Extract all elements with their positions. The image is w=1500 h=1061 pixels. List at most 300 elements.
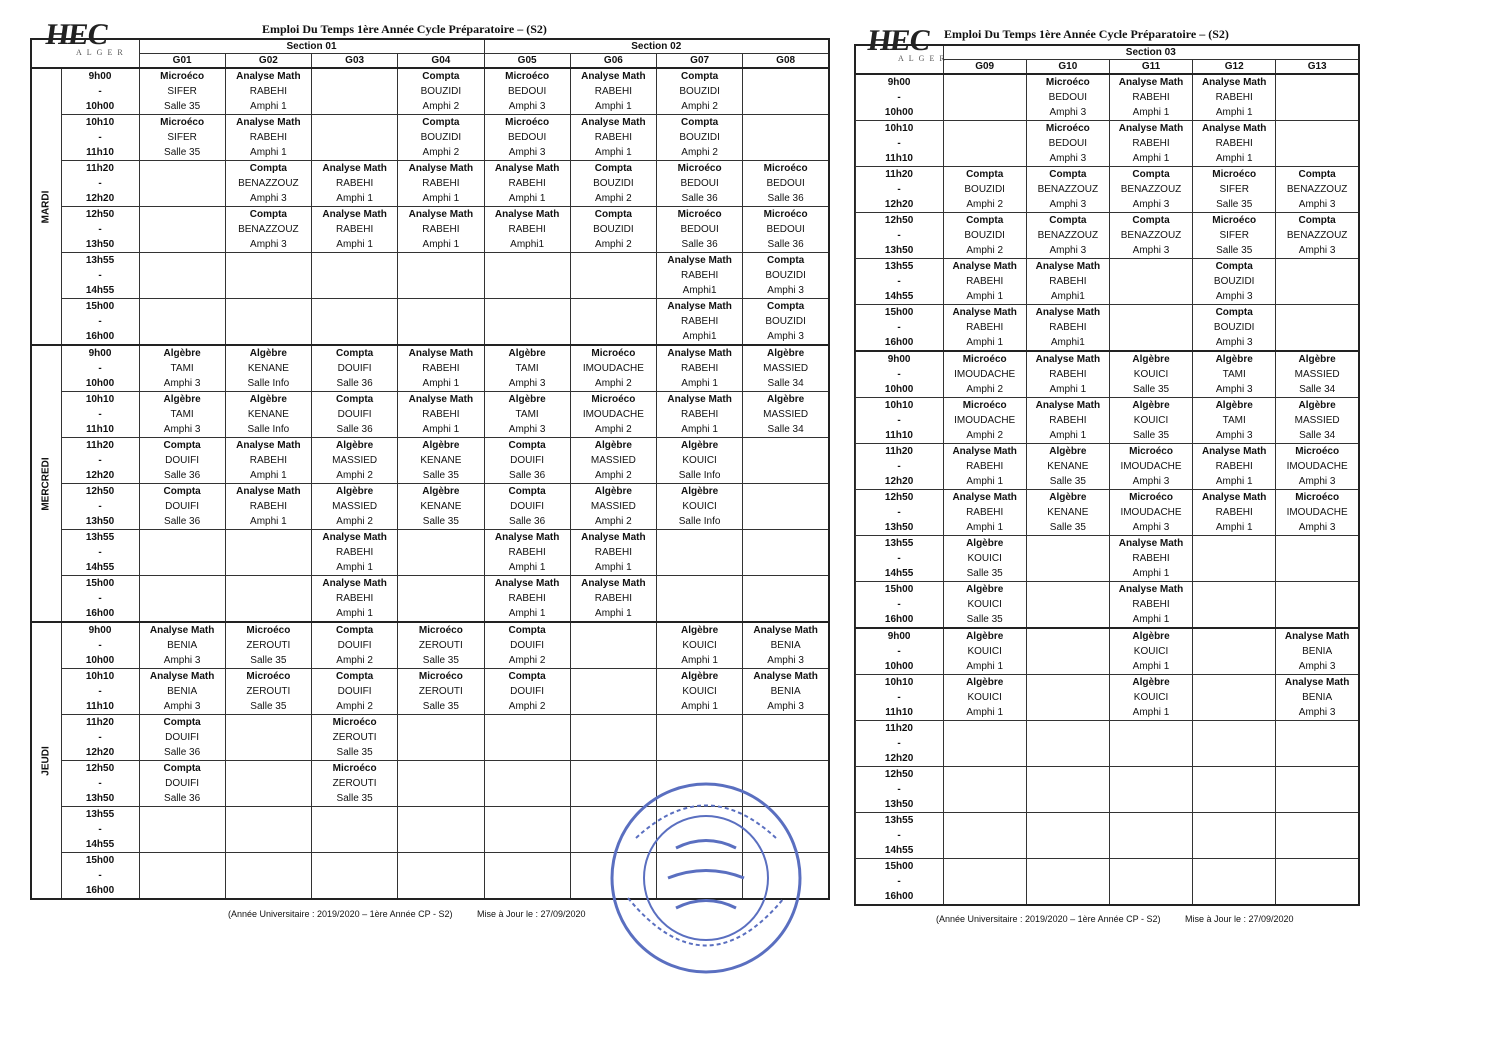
course-cell [1109, 582, 1192, 629]
course-subject: Analyse Math [1201, 123, 1267, 134]
course-cell [1026, 859, 1109, 906]
course-room: Amphi 2 [336, 516, 373, 527]
course-subject: Analyse Math [494, 209, 560, 220]
time-text: 11h10 [86, 701, 114, 712]
course-room: Amphi 3 [1298, 522, 1336, 533]
course-subject: Analyse Math [494, 532, 560, 543]
table-row [31, 392, 829, 438]
page-title: Emploi Du Temps 1ère Année Cycle Préparatoire – (S2) [262, 22, 547, 36]
course-room: Amphi 3 [1298, 199, 1336, 210]
corner-cell [855, 45, 943, 74]
time-text: 12h20 [85, 193, 115, 204]
course-teacher: BENAZZOUZ [1120, 184, 1182, 195]
time-text: 15h00 [884, 307, 914, 318]
time-text: - [897, 784, 901, 795]
course-cell [657, 576, 743, 623]
time-text: - [98, 409, 102, 420]
course-room: Salle 36 [509, 516, 546, 527]
course-teacher: RABEHI [508, 593, 546, 604]
course-room: Salle 35 [422, 655, 459, 666]
group-header: G11 [1109, 60, 1192, 75]
course-room: Salle Info [247, 424, 290, 435]
course-subject: Analyse Math [667, 348, 732, 359]
course-cell [743, 715, 829, 761]
course-subject: Compta [336, 625, 374, 636]
course-room: Salle 35 [164, 101, 201, 112]
course-teacher: ZEROUTI [332, 732, 377, 743]
course-room: Amphi 2 [336, 701, 373, 712]
course-teacher: RABEHI [1049, 415, 1087, 426]
table-row [855, 74, 1359, 121]
course-cell [743, 161, 829, 207]
time-text: 10h10 [884, 400, 914, 411]
course-cell [1193, 859, 1276, 906]
time-slot [61, 530, 139, 576]
course-room: Amphi 2 [336, 655, 373, 666]
course-subject: Microéco [1212, 169, 1257, 180]
course-cell [225, 530, 311, 576]
time-slot [855, 259, 943, 305]
time-text: - [897, 322, 901, 333]
course-cell [139, 622, 225, 669]
course-subject: Compta [767, 255, 805, 266]
time-slot [61, 807, 139, 853]
course-teacher: BOUZIDI [964, 184, 1005, 195]
table-row [855, 167, 1359, 213]
course-teacher: KOUICI [967, 646, 1002, 657]
course-subject: Algèbre [1298, 400, 1336, 411]
course-teacher: BENIA [1302, 692, 1333, 703]
course-cell [570, 115, 656, 161]
course-teacher: TAMI [1222, 369, 1246, 380]
course-cell [312, 253, 398, 299]
time-text: - [98, 178, 102, 189]
section-header: Section 01 [139, 39, 484, 54]
course-subject: Algèbre [1215, 354, 1253, 365]
course-cell [312, 438, 398, 484]
course-subject: Microéco [962, 400, 1007, 411]
course-cell [1276, 121, 1359, 167]
course-teacher: KOUICI [967, 553, 1002, 564]
section-row [31, 39, 829, 54]
course-teacher: MASSIED [763, 409, 809, 420]
course-cell [484, 530, 570, 576]
course-teacher: RABEHI [336, 224, 374, 235]
course-room: Amphi 1 [422, 193, 460, 204]
group-header: G07 [657, 54, 743, 69]
time-text: 10h00 [85, 655, 115, 666]
course-cell [484, 253, 570, 299]
course-subject: Analyse Math [408, 394, 474, 405]
course-teacher: IMOUDACHE [954, 415, 1016, 426]
course-subject: Analyse Math [322, 532, 387, 543]
course-room: Salle 36 [767, 193, 804, 204]
course-subject: Analyse Math [236, 117, 301, 128]
course-subject: Algèbre [966, 538, 1004, 549]
course-cell [312, 622, 398, 669]
course-cell [743, 207, 829, 253]
course-subject: Compta [1298, 215, 1336, 226]
course-cell [1276, 721, 1359, 767]
course-cell [1193, 628, 1276, 675]
course-room: Amphi 2 [966, 199, 1004, 210]
course-cell [1276, 859, 1359, 906]
table-row [855, 628, 1359, 675]
course-cell [484, 761, 570, 807]
course-teacher: IMOUDACHE [1120, 507, 1182, 518]
course-subject: Algèbre [1132, 677, 1170, 688]
course-cell [657, 669, 743, 715]
course-teacher: BENAZZOUZ [238, 224, 299, 235]
course-subject: Algèbre [163, 348, 201, 359]
course-teacher: RABEHI [1049, 276, 1087, 287]
course-cell [1193, 74, 1276, 121]
course-subject: Analyse Math [149, 671, 215, 682]
course-cell [1276, 259, 1359, 305]
course-cell [943, 767, 1026, 813]
course-teacher: RABEHI [422, 363, 460, 374]
course-teacher: KENANE [1047, 507, 1089, 518]
course-teacher: BOUZIDI [420, 86, 462, 97]
course-room: Salle 36 [767, 239, 804, 250]
time-slot [61, 853, 139, 900]
group-header: G02 [225, 54, 311, 69]
time-text: 10h00 [85, 378, 115, 389]
course-room: Amphi 3 [163, 424, 201, 435]
course-subject: Microéco [962, 354, 1007, 365]
course-cell [312, 853, 398, 900]
course-cell [484, 669, 570, 715]
time-text: 15h00 [884, 584, 914, 595]
course-room: Amphi 1 [1132, 568, 1170, 579]
timetable-right [854, 44, 1360, 906]
course-teacher: SIFER [1219, 184, 1249, 195]
course-subject: Microéco [160, 71, 205, 82]
course-teacher: TAMI [515, 363, 539, 374]
course-room: Salle 35 [336, 747, 373, 758]
time-text: 16h00 [85, 885, 115, 896]
course-cell [1109, 444, 1192, 490]
page-title-right: Emploi Du Temps 1ère Année Cycle Préparatoire – (S2) [944, 27, 1229, 41]
course-subject: Analyse Math [952, 446, 1017, 457]
logo-mark: HEC [865, 24, 933, 57]
course-cell [139, 68, 225, 115]
time-text: - [98, 501, 102, 512]
course-subject: Analyse Math [149, 625, 215, 636]
course-cell [225, 68, 311, 115]
course-subject: Compta [508, 671, 546, 682]
course-subject: Analyse Math [322, 163, 387, 174]
course-cell [1193, 813, 1276, 859]
course-teacher: BEDOUI [1048, 138, 1088, 149]
time-text: 13h55 [884, 538, 914, 549]
course-teacher: IMOUDACHE [954, 369, 1016, 380]
course-cell [743, 253, 829, 299]
course-teacher: KOUICI [1133, 369, 1169, 380]
course-cell [1276, 536, 1359, 582]
course-teacher: BEDOUI [766, 178, 805, 189]
course-cell [657, 622, 743, 669]
time-text: 10h00 [85, 101, 115, 112]
course-room: Salle 36 [509, 470, 546, 481]
time-text: 11h20 [885, 446, 913, 457]
table-row [855, 536, 1359, 582]
course-subject: Compta [1298, 169, 1336, 180]
course-cell [570, 345, 656, 392]
course-teacher: RABEHI [336, 593, 374, 604]
course-room: Amphi 3 [163, 655, 201, 666]
course-cell [1193, 721, 1276, 767]
time-text: 13h55 [85, 255, 115, 266]
course-teacher: RABEHI [508, 224, 546, 235]
section-row [855, 45, 1359, 60]
time-text: - [897, 138, 901, 149]
course-teacher: BENAZZOUZ [1037, 184, 1099, 195]
course-cell [139, 161, 225, 207]
course-room: Salle 36 [336, 424, 373, 435]
time-text: 14h55 [85, 285, 115, 296]
course-subject: Algèbre [249, 394, 287, 405]
course-cell [1276, 767, 1359, 813]
course-room: Amphi 1 [1049, 430, 1087, 441]
course-room: Amphi 3 [767, 655, 804, 666]
course-teacher: BENIA [770, 686, 801, 697]
course-room: Salle 35 [1216, 245, 1253, 256]
course-cell [943, 490, 1026, 536]
course-room: Salle 36 [164, 516, 201, 527]
course-teacher: KOUICI [682, 455, 717, 466]
course-subject: Analyse Math [581, 117, 646, 128]
course-subject: Analyse Math [952, 261, 1017, 272]
time-slot [61, 345, 139, 392]
course-cell [657, 253, 743, 299]
course-subject: Microéco [763, 163, 808, 174]
course-room: Amphi 3 [1132, 522, 1170, 533]
time-text: - [98, 132, 102, 143]
course-cell [1276, 167, 1359, 213]
course-cell [139, 530, 225, 576]
course-cell [1109, 536, 1192, 582]
course-cell [1109, 859, 1192, 906]
course-teacher: SIFER [1219, 230, 1249, 241]
course-teacher: BEDOUI [507, 132, 547, 143]
course-cell [943, 444, 1026, 490]
course-teacher: RABEHI [1132, 599, 1170, 610]
time-text: - [897, 415, 901, 426]
time-text: 11h10 [885, 707, 913, 718]
time-text: - [897, 507, 901, 518]
course-room: Amphi 3 [1049, 153, 1087, 164]
course-room: Amphi 3 [1298, 661, 1336, 672]
course-room: Amphi 1 [250, 147, 287, 158]
course-subject: Analyse Math [1118, 538, 1184, 549]
course-cell [1276, 213, 1359, 259]
course-subject: Microéco [677, 209, 722, 220]
course-subject: Compta [508, 486, 546, 497]
course-room: Salle 36 [164, 793, 201, 804]
course-subject: Compta [1132, 169, 1170, 180]
table-row [31, 622, 829, 669]
course-cell [1193, 121, 1276, 167]
time-slot [61, 669, 139, 715]
course-teacher: DOUIFI [510, 455, 545, 466]
course-cell [570, 392, 656, 438]
course-cell [312, 161, 398, 207]
time-slot [855, 444, 943, 490]
course-room: Amphi 1 [422, 378, 460, 389]
time-text: 9h00 [88, 348, 112, 359]
time-text: 12h20 [884, 199, 914, 210]
group-header: G08 [743, 54, 829, 69]
time-text: 12h50 [85, 763, 115, 774]
course-cell [1109, 167, 1192, 213]
course-cell [484, 345, 570, 392]
table-row [31, 345, 829, 392]
course-cell [312, 392, 398, 438]
course-cell [398, 115, 484, 161]
course-teacher: KOUICI [967, 692, 1002, 703]
course-cell [1193, 351, 1276, 398]
course-cell [657, 207, 743, 253]
course-cell [139, 669, 225, 715]
course-teacher: IMOUDACHE [1286, 461, 1348, 472]
course-cell [1193, 167, 1276, 213]
course-teacher: BENIA [770, 640, 801, 651]
course-teacher: ZEROUTI [332, 778, 377, 789]
course-room: Salle 36 [681, 193, 718, 204]
time-slot [855, 582, 943, 629]
day-label: MERCREDI [31, 345, 61, 622]
time-slot [61, 207, 139, 253]
course-teacher: KOUICI [682, 501, 717, 512]
time-slot [855, 628, 943, 675]
course-room: Amphi 3 [1215, 384, 1253, 395]
course-cell [570, 715, 656, 761]
course-cell [139, 484, 225, 530]
time-slot [855, 74, 943, 121]
course-cell [1109, 675, 1192, 721]
time-slot [855, 305, 943, 352]
course-room: Amphi 1 [336, 608, 373, 619]
course-cell [312, 115, 398, 161]
course-subject: Algèbre [1132, 354, 1170, 365]
logo-mark: HEC [43, 18, 111, 51]
course-subject: Algèbre [767, 348, 805, 359]
course-cell [398, 669, 484, 715]
course-room: Salle 35 [1132, 430, 1170, 441]
course-teacher: BENIA [1302, 646, 1333, 657]
course-cell [1109, 351, 1192, 398]
course-cell [943, 121, 1026, 167]
course-cell [398, 622, 484, 669]
course-room: Salle 35 [422, 470, 459, 481]
course-teacher: RABEHI [1049, 369, 1087, 380]
course-subject: Compta [508, 625, 546, 636]
course-cell [139, 576, 225, 623]
course-subject: Compta [249, 209, 287, 220]
course-subject: Algèbre [336, 440, 374, 451]
footer-year: (Année Universitaire : 2019/2020 – 1ère Année CP - S2) [228, 909, 453, 919]
course-room: Amphi 2 [595, 424, 632, 435]
course-teacher: KOUICI [1133, 646, 1169, 657]
course-room: Salle 35 [1049, 522, 1086, 533]
course-room: Amphi1 [1050, 337, 1085, 348]
course-subject: Algèbre [508, 348, 546, 359]
course-room: Amphi1 [1050, 291, 1085, 302]
time-slot [855, 351, 943, 398]
course-cell [943, 675, 1026, 721]
course-cell [484, 392, 570, 438]
time-text: 12h20 [884, 476, 914, 487]
time-text: 16h00 [884, 337, 914, 348]
course-teacher: BENAZZOUZ [238, 178, 299, 189]
course-room: Amphi 2 [681, 147, 718, 158]
course-room: Salle 36 [681, 239, 718, 250]
course-room: Amphi 3 [767, 331, 804, 342]
course-subject: Algèbre [1049, 492, 1087, 503]
time-text: 12h20 [85, 470, 115, 481]
course-cell [139, 392, 225, 438]
course-teacher: BENAZZOUZ [1037, 230, 1099, 241]
course-teacher: RABEHI [1215, 507, 1253, 518]
course-subject: Compta [163, 717, 201, 728]
course-teacher: DOUIFI [165, 501, 200, 512]
course-teacher: RABEHI [1132, 138, 1170, 149]
course-room: Amphi 3 [1298, 707, 1336, 718]
course-room: Amphi1 [682, 285, 717, 296]
time-text: - [897, 692, 901, 703]
time-text: - [897, 369, 901, 380]
course-room: Salle 34 [1299, 384, 1336, 395]
course-cell [1109, 213, 1192, 259]
course-cell [943, 628, 1026, 675]
course-room: Amphi 1 [1215, 522, 1253, 533]
course-cell [657, 715, 743, 761]
course-cell [1276, 582, 1359, 629]
course-subject: Microéco [332, 763, 377, 774]
course-teacher: RABEHI [1049, 322, 1087, 333]
course-subject: Microéco [246, 671, 291, 682]
course-cell [1276, 813, 1359, 859]
course-teacher: DOUIFI [165, 778, 200, 789]
time-text: 13h50 [85, 516, 115, 527]
time-slot [61, 622, 139, 669]
table-row [855, 582, 1359, 629]
course-subject: Algèbre [336, 486, 374, 497]
course-subject: Analyse Math [1035, 261, 1101, 272]
course-cell [139, 299, 225, 346]
course-teacher: RABEHI [249, 501, 287, 512]
time-text: 11h20 [885, 723, 913, 734]
time-text: 13h50 [884, 799, 914, 810]
time-text: - [98, 870, 102, 881]
course-room: Amphi 3 [1049, 199, 1087, 210]
table-row [31, 715, 829, 761]
course-subject: Compta [966, 215, 1004, 226]
course-room: Salle 36 [164, 470, 201, 481]
course-cell [1109, 721, 1192, 767]
time-slot [855, 213, 943, 259]
official-stamp [606, 778, 806, 978]
table-row [31, 484, 829, 530]
time-text: - [897, 876, 901, 887]
time-text: 14h55 [85, 562, 115, 573]
time-slot [61, 438, 139, 484]
course-teacher: ZEROUTI [418, 640, 463, 651]
course-teacher: BOUZIDI [765, 316, 806, 327]
time-text: 13h55 [85, 809, 115, 820]
course-room: Amphi 2 [508, 701, 546, 712]
